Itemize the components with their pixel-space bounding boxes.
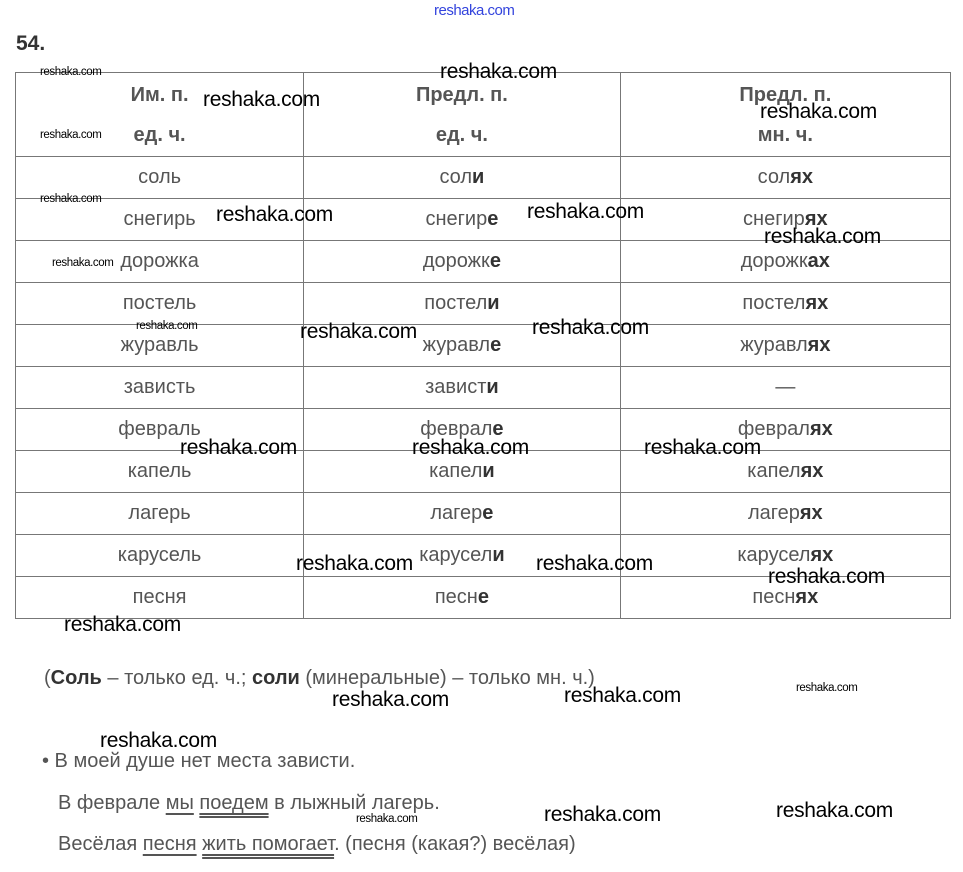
watermark: reshaka.com [52, 257, 114, 269]
table-cell [304, 493, 621, 535]
header-line: мн. ч. [757, 123, 813, 146]
word-stem: постел [742, 292, 806, 314]
word-stem: журавль [120, 334, 199, 356]
word-stem: сол [757, 166, 791, 188]
header-line: ед. ч. [133, 123, 186, 146]
word-ending: ях [799, 502, 823, 524]
watermark: reshaka.com [136, 320, 198, 332]
table-cell [304, 157, 621, 199]
word-stem: капель [127, 460, 192, 482]
subject: песня [142, 833, 197, 855]
text: Весёлая [58, 833, 143, 855]
word-stem: феврал [420, 418, 493, 440]
column-header [304, 73, 621, 157]
word-stem: журавл [740, 334, 808, 356]
column-header [16, 73, 304, 157]
word-stem: капел [747, 460, 801, 482]
word-stem: карусел [737, 544, 811, 566]
word-ending: и [492, 544, 505, 566]
word-ending: ях [809, 418, 833, 440]
word-ending: и [487, 292, 500, 314]
watermark: reshaka.com [40, 129, 102, 141]
word-ending: ях [800, 460, 824, 482]
word-stem: феврал [737, 418, 810, 440]
word-ending: е [487, 208, 499, 230]
note-text: (минеральные) – только мн. ч.) [299, 667, 595, 689]
header-line: Предл. п. [415, 83, 508, 106]
word-stem: карусель [117, 544, 202, 566]
table-cell [620, 493, 950, 535]
table-cell [304, 241, 621, 283]
watermark: reshaka.com [768, 565, 885, 588]
table-row [16, 157, 951, 199]
header-line: ед. ч. [435, 123, 488, 146]
word-ending: ях [805, 292, 829, 314]
word-stem: сол [439, 166, 473, 188]
word-ending: е [489, 250, 501, 272]
word-stem: снегир [425, 208, 488, 230]
note-text: ( [44, 667, 51, 689]
word-stem: снегир [743, 208, 805, 230]
watermark: reshaka.com [216, 203, 333, 226]
subject: мы [165, 792, 194, 814]
watermark: reshaka.com [532, 316, 649, 339]
word-stem: зависть [123, 376, 196, 398]
word-stem: дорожк [740, 250, 808, 272]
predicate: поедем [199, 792, 269, 814]
word-stem: — [775, 376, 796, 398]
word-ending: и [472, 166, 485, 188]
watermark: reshaka.com [764, 225, 881, 248]
table-cell [16, 493, 304, 535]
exercise-number: 54. [16, 32, 46, 55]
predicate: жить помогает [202, 833, 335, 855]
table-cell [620, 157, 950, 199]
sentence-2 [58, 792, 440, 815]
word-stem: капел [429, 460, 483, 482]
word-stem: песн [752, 586, 796, 608]
watermark: reshaka.com [332, 688, 449, 711]
word-stem: песня [132, 586, 187, 608]
word-stem: лагер [430, 502, 483, 524]
word-ending: ях [804, 208, 828, 230]
watermark: reshaka.com [64, 613, 181, 636]
note-line [44, 667, 595, 690]
word-stem: журавл [422, 334, 491, 356]
watermark: reshaka.com [536, 552, 653, 575]
word-ending: и [486, 376, 499, 398]
word-ending: е [477, 586, 489, 608]
table-cell [620, 283, 950, 325]
watermark: reshaka.com [564, 684, 681, 707]
word-ending: и [482, 460, 495, 482]
word-ending: ах [807, 250, 830, 272]
watermark: reshaka.com [40, 66, 102, 78]
word-stem: соль [138, 166, 182, 188]
table-cell [620, 325, 950, 367]
watermark: reshaka.com [180, 436, 297, 459]
sentence-1: • В моей душе нет места зависти. [42, 750, 356, 772]
word-stem: карусел [419, 544, 493, 566]
watermark: reshaka.com [776, 799, 893, 822]
watermark: reshaka.com [203, 88, 320, 111]
table-cell [16, 367, 304, 409]
note-word: соли [252, 667, 300, 689]
word-ending: ях [810, 544, 834, 566]
watermark: reshaka.com [300, 320, 417, 343]
watermark: reshaka.com [296, 552, 413, 575]
table-row [16, 367, 951, 409]
watermark: reshaka.com [796, 682, 858, 694]
watermark: reshaka.com [40, 193, 102, 205]
watermark: reshaka.com [760, 100, 877, 123]
word-stem: завист [425, 376, 487, 398]
watermark: reshaka.com [644, 436, 761, 459]
word-ending: е [482, 502, 494, 524]
header-line: Предл. п. [739, 83, 832, 106]
text: В феврале [58, 792, 166, 814]
word-ending: е [492, 418, 504, 440]
word-stem: лагер [747, 502, 800, 524]
table-cell [620, 367, 950, 409]
word-stem: лагерь [128, 502, 191, 524]
word-stem: дорожка [120, 250, 199, 272]
watermark: reshaka.com [434, 2, 515, 19]
declension-table [15, 72, 951, 619]
table-row [16, 283, 951, 325]
word-stem: февраль [118, 418, 201, 440]
table-cell [16, 283, 304, 325]
word-stem: дорожк [422, 250, 490, 272]
table-cell [304, 577, 621, 619]
table-cell [16, 535, 304, 577]
header-line: Им. п. [130, 83, 189, 106]
table-row [16, 493, 951, 535]
note-word: Соль [50, 667, 102, 689]
table-cell [304, 367, 621, 409]
word-stem: постель [122, 292, 197, 314]
watermark: reshaka.com [527, 200, 644, 223]
text: . (песня (какая?) весёлая) [334, 833, 576, 855]
word-stem: постел [424, 292, 488, 314]
watermark: reshaka.com [100, 729, 217, 752]
watermark: reshaka.com [412, 436, 529, 459]
word-ending: ях [795, 586, 819, 608]
watermark: reshaka.com [440, 60, 557, 83]
word-ending: ях [790, 166, 814, 188]
sentence-3 [58, 833, 576, 856]
note-text: – только ед. ч.; [101, 667, 252, 689]
word-ending: е [490, 334, 502, 356]
word-stem: песн [434, 586, 478, 608]
word-stem: снегирь [123, 208, 196, 230]
watermark: reshaka.com [356, 813, 418, 825]
watermark: reshaka.com [544, 803, 661, 826]
word-ending: ях [807, 334, 831, 356]
text: в лыжный лагерь. [268, 792, 440, 814]
